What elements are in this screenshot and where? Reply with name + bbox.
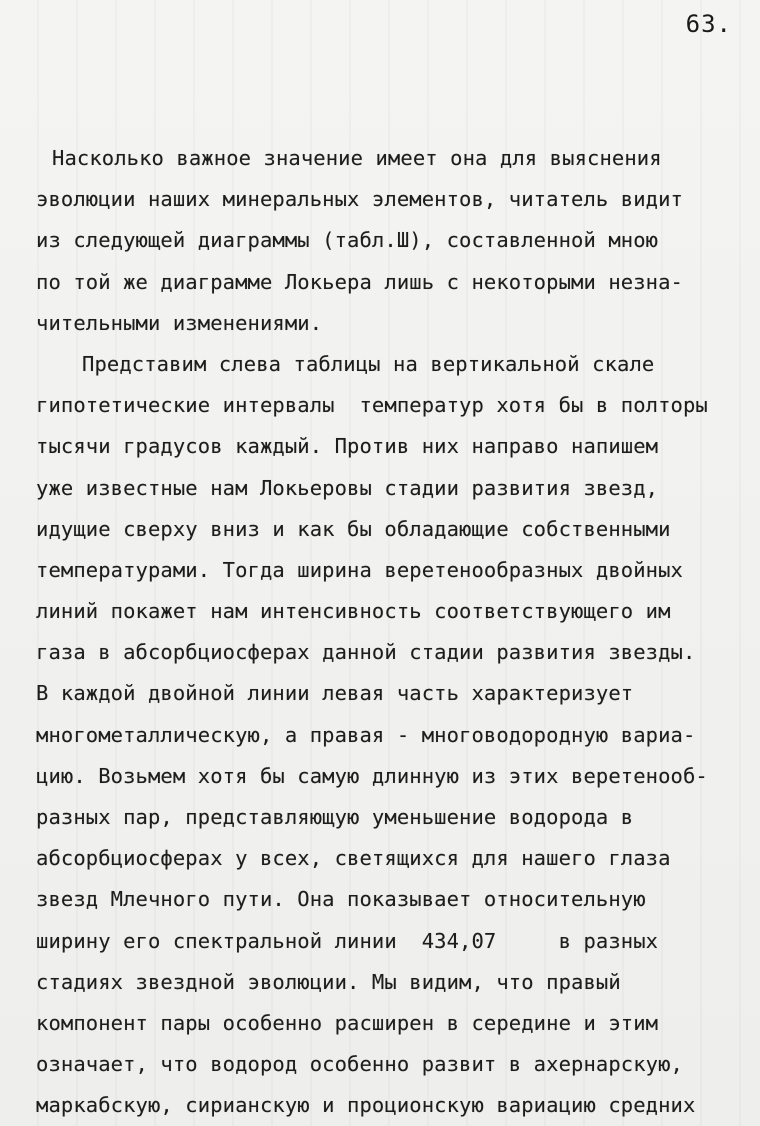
text-line: Представим слева таблицы на вертикальной скале	[82, 351, 655, 376]
text-line: звезд Млечного пути. Она показывает относительную	[36, 887, 646, 912]
text-line: ширину его спектральной линии 434,07 в разных	[36, 928, 659, 953]
text-line: компонент пары особенно расширен в середине и этим	[36, 1010, 659, 1035]
text-line: по той же диаграмме Локьера лишь с некоторыми незна-	[36, 269, 683, 294]
text-line: из следующей диаграммы (табл.Ш), составленной мною	[36, 228, 659, 253]
text-line: газа в абсорбциосферах данной стадии развития звезды.	[36, 640, 696, 665]
text-line: тысячи градусов каждый. Против них направо напишем	[36, 434, 659, 459]
text-line: чительными изменениями.	[36, 310, 323, 335]
text-line: эволюции наших минеральных элементов, читатель видит	[36, 187, 683, 212]
text-line: многометаллическую, а правая - многоводородную вариа-	[36, 722, 696, 747]
text-line: абсорбциосферах у всех, светящихся для нашего глаза	[36, 846, 671, 871]
text-line: разных пар, представляющую уменьшение водорода в	[36, 805, 634, 829]
text-line: идущие сверху вниз и как бы обладающие собственными	[36, 516, 671, 541]
text-line: уже известные нам Локьеровы стадии развития звезд,	[36, 475, 659, 500]
text-line: маркабскую, сирианскую и проционскую вариацию средних	[36, 1093, 696, 1118]
text-line: гипотетические интервалы температур хотя бы в полторы	[36, 393, 708, 418]
text-line: означает, что водород особенно развит в ахернарскую,	[36, 1052, 683, 1077]
text-line: цию. Возьмем хотя бы самую длинную из этих веретенооб-	[36, 763, 708, 788]
text-line: линий покажет нам интенсивность соответствующего им	[36, 599, 671, 624]
text-line: В каждой двойной линии левая часть характеризует	[36, 681, 634, 706]
page-number: 63.	[685, 10, 732, 38]
body-text	[36, 138, 754, 1126]
text-line: стадиях звездной эволюции. Мы видим, что правый	[36, 969, 621, 994]
text-line: температурами. Тогда ширина веретенообразных двойных	[36, 557, 683, 582]
text-line: Насколько важное значение имеет она для выяснения	[52, 146, 662, 170]
